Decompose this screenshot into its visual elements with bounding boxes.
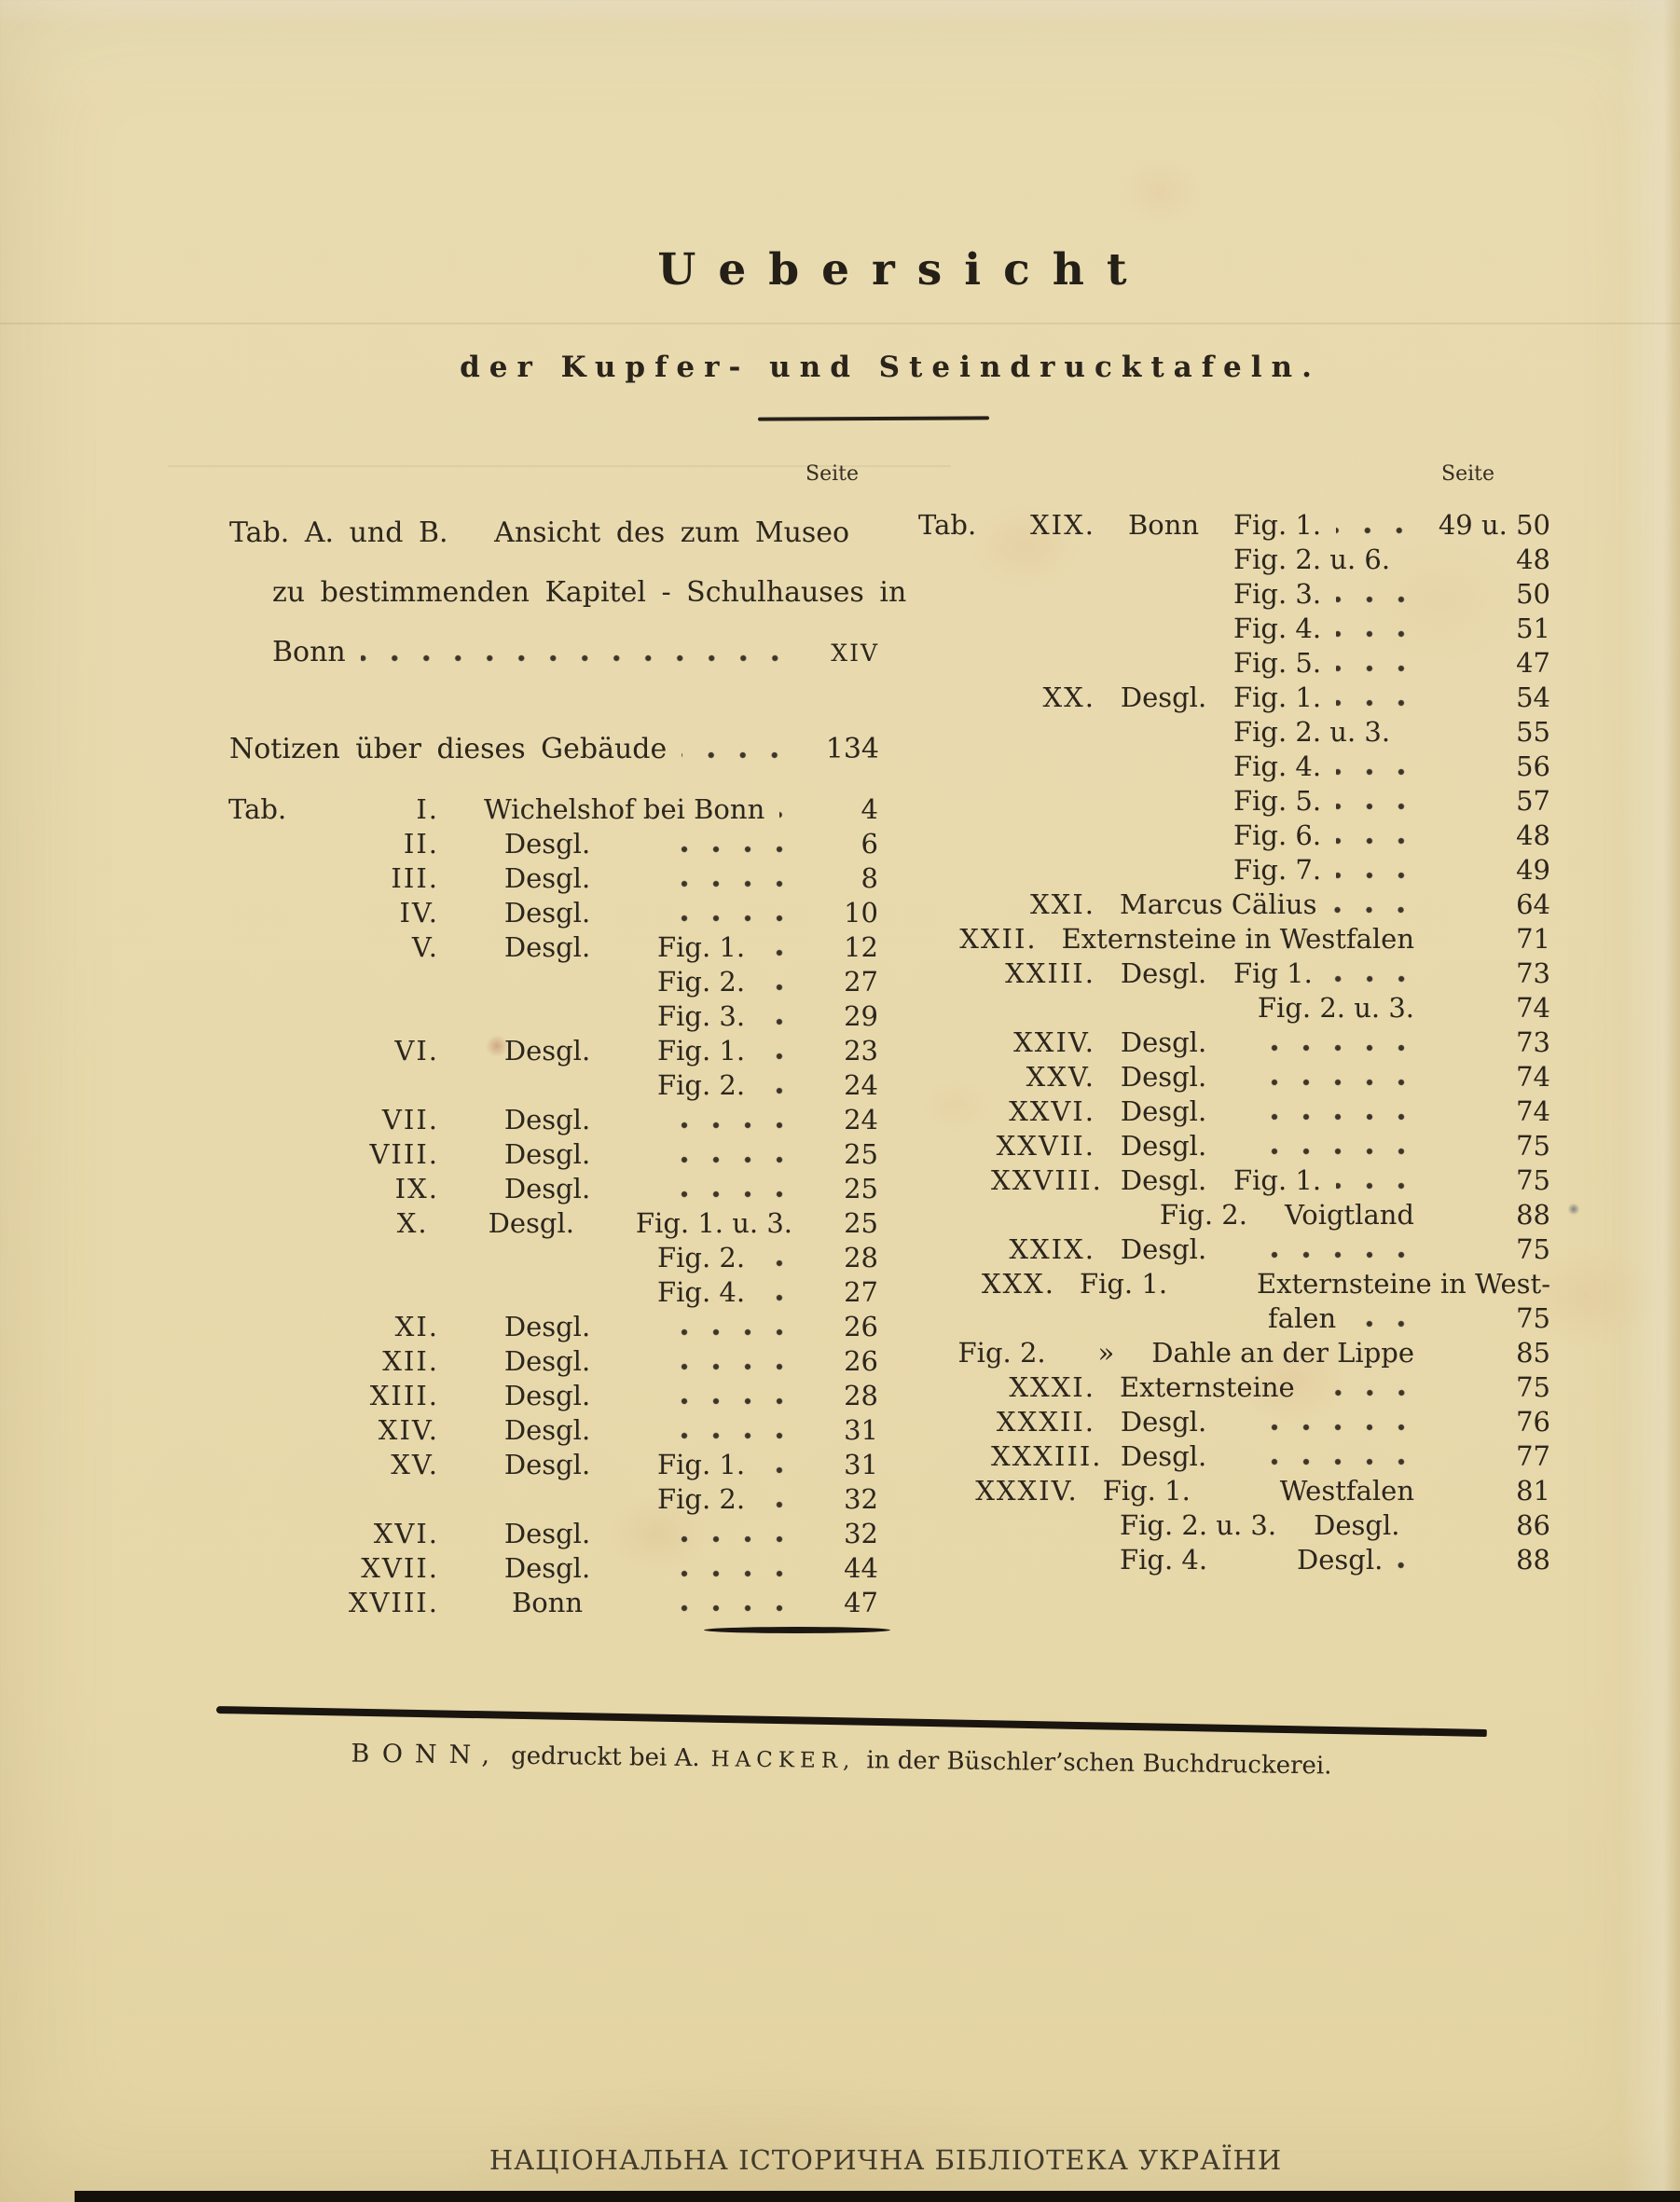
page-number: 31 — [844, 1414, 878, 1446]
plate-numeral: XVIII. — [348, 1587, 439, 1618]
dot-leader — [361, 653, 803, 664]
page-number: 6 — [861, 828, 878, 860]
page-number: 88 — [1516, 1199, 1550, 1231]
plate-row — [918, 508, 1550, 543]
plate-row — [228, 1068, 878, 1103]
plate-numeral: I. — [416, 793, 439, 825]
page-number: 134 — [825, 733, 879, 765]
page-number: 73 — [1516, 957, 1550, 989]
dot-leader — [1246, 1249, 1429, 1260]
dot-leader — [1336, 835, 1429, 846]
plate-numeral: XIV. — [378, 1414, 439, 1446]
dot-leader — [1414, 1525, 1429, 1536]
plate-numeral: XXVI. — [1009, 1095, 1095, 1127]
dot-leader — [1336, 594, 1429, 605]
plate-numeral: III. — [391, 862, 439, 894]
dot-leader — [670, 1361, 807, 1372]
page-number: 32 — [844, 1483, 878, 1515]
plate-row — [918, 1439, 1550, 1474]
figure-label: Fig. 6. — [1233, 819, 1322, 851]
plate-numeral: XI. — [394, 1311, 439, 1342]
dot-leader — [1336, 697, 1429, 709]
page-number: 77 — [1516, 1440, 1550, 1472]
figure-label: Fig. 4. — [657, 1276, 746, 1308]
plate-row — [228, 930, 878, 965]
page-number: 74 — [1516, 1061, 1550, 1093]
plate-numeral: IX. — [394, 1173, 439, 1204]
page-number: 24 — [844, 1069, 878, 1101]
plate-numeral: VIII. — [369, 1138, 439, 1170]
dot-leader — [1336, 525, 1427, 536]
page-number: 26 — [844, 1345, 878, 1377]
figure-label: Fig. 1. — [1079, 1268, 1168, 1300]
plate-row — [228, 1586, 878, 1620]
figure-label: Fig. 2. u. 3. — [1233, 716, 1391, 748]
plate-numeral: XXIII. — [1005, 957, 1095, 989]
dot-leader — [1328, 973, 1429, 984]
intro-block — [229, 503, 907, 779]
plate-row — [918, 1232, 1550, 1267]
plate-row — [918, 750, 1550, 784]
plate-numeral: XIII. — [369, 1380, 439, 1411]
dot-leader — [1246, 1077, 1429, 1088]
plate-row — [918, 1025, 1550, 1060]
page-number: 81 — [1516, 1475, 1550, 1507]
dot-leader — [670, 1327, 807, 1338]
page-number: 71 — [1516, 923, 1550, 955]
plate-numeral: XXVII. — [996, 1130, 1095, 1162]
page-number: 23 — [844, 1035, 878, 1067]
plate-numeral: XIX. — [1030, 509, 1095, 541]
plate-name: Desgl. — [1120, 1233, 1207, 1265]
dot-leader — [760, 1258, 807, 1269]
plate-row — [918, 646, 1550, 681]
plate-name: Desgl. — [503, 1104, 591, 1135]
dot-leader — [1246, 1422, 1429, 1433]
intro-line-4 — [229, 720, 879, 779]
figure-label: Fig. 1. — [657, 1035, 746, 1067]
plate-numeral: XXXII. — [996, 1406, 1095, 1438]
plate-name: Desgl. — [1120, 957, 1207, 989]
page-number: 28 — [844, 1242, 878, 1273]
figure-label: Fig. 3. — [1233, 578, 1322, 610]
page-number: 10 — [844, 897, 878, 929]
figure-label: Fig. 3. — [657, 1000, 746, 1032]
dot-leader — [670, 844, 807, 855]
plate-name: Desgl. — [503, 1311, 591, 1342]
page-number: 31 — [844, 1449, 878, 1480]
plate-name: Desgl. — [1120, 1061, 1207, 1093]
plate-numeral: XXVIII. — [991, 1164, 1103, 1196]
intro-text: Notizen über dieses Gebäude — [229, 733, 668, 765]
plate-numeral: X. — [396, 1207, 429, 1239]
plate-numeral: XII. — [382, 1345, 439, 1377]
page-number: 75 — [1516, 1233, 1550, 1265]
page-title: Uebersicht — [657, 244, 1150, 296]
plate-row — [918, 1163, 1550, 1198]
plate-numeral: XXX. — [981, 1268, 1055, 1300]
figure-label: Fig. 1. u. 3. — [635, 1207, 792, 1239]
plate-name: Externsteine — [1120, 1371, 1295, 1403]
plate-numeral: XXXIII. — [991, 1440, 1103, 1472]
figure-label: Fig. 2. — [657, 1242, 746, 1273]
plate-row — [918, 784, 1550, 819]
plate-row — [228, 1103, 878, 1137]
plate-numeral: XXI. — [1030, 888, 1095, 920]
dot-leader — [1310, 1387, 1429, 1398]
plate-row — [228, 965, 878, 999]
plate-name: Desgl. — [1314, 1509, 1400, 1541]
plate-numeral: XVI. — [373, 1518, 439, 1549]
plate-numeral: XXV. — [1026, 1061, 1095, 1093]
plate-name: Desgl. — [503, 1173, 591, 1204]
dot-leader — [670, 1120, 807, 1131]
dot-leader — [1398, 1560, 1429, 1571]
plate-name: Desgl. — [503, 1414, 591, 1446]
dot-leader — [670, 1396, 807, 1407]
plate-row — [918, 1370, 1550, 1405]
plate-numeral: IV. — [399, 897, 439, 929]
plate-numeral: XXXIV. — [975, 1475, 1079, 1507]
figure-label: Fig. 2. u. 6. — [1233, 544, 1391, 575]
plate-name: Desgl. — [1120, 1440, 1207, 1472]
figure-label: Fig. 1. — [1233, 681, 1322, 713]
page-number: 74 — [1516, 992, 1550, 1024]
figure-label: Fig. 1. — [1233, 509, 1322, 541]
plate-numeral: XXIX. — [1009, 1233, 1095, 1265]
intro-text: Bonn — [272, 636, 346, 668]
dot-leader — [760, 1465, 807, 1476]
dot-leader — [670, 1603, 807, 1614]
plate-row — [918, 1508, 1550, 1543]
dot-leader — [1336, 801, 1429, 812]
plate-row — [228, 1137, 878, 1172]
plate-row — [228, 1551, 878, 1586]
page-subtitle: der Kupfer- und Steindrucktafeln. — [460, 351, 1321, 384]
dot-leader — [682, 750, 803, 761]
figure-label: Fig. 4. — [1233, 612, 1322, 644]
plate-numeral: XVII. — [361, 1552, 439, 1584]
plate-row — [228, 896, 878, 930]
page-number: XIV — [831, 640, 879, 667]
plate-row — [228, 827, 878, 861]
page-number: 24 — [844, 1104, 878, 1135]
page-number: 54 — [1516, 681, 1550, 713]
intro-text: Tab. A. und B. Ansicht des zum Museo — [229, 516, 850, 549]
plate-row — [228, 1275, 878, 1310]
dot-leader — [1246, 1111, 1429, 1122]
imprint-line — [228, 1738, 1454, 1782]
page-number: 49 — [1516, 854, 1550, 886]
figure-label: Fig. 1. — [657, 931, 746, 963]
page-number: 75 — [1516, 1371, 1550, 1403]
page-number: 32 — [844, 1518, 878, 1549]
figure-label: Fig. 5. — [1233, 647, 1322, 679]
plate-name: Desgl. — [503, 1345, 591, 1377]
plate-row — [918, 1336, 1550, 1370]
plate-name: Desgl. — [1120, 1026, 1207, 1058]
plate-row — [918, 922, 1550, 956]
plate-list-left — [228, 792, 878, 1620]
plate-numeral: XX. — [1042, 681, 1095, 713]
plate-list-right — [918, 508, 1550, 1577]
library-watermark: НАЦІОНАЛЬНА ІСТОРИЧНА БІБЛІОТЕКА УКРАЇНИ — [489, 2144, 1283, 2176]
plate-row — [918, 853, 1550, 888]
plate-row — [918, 612, 1550, 646]
page-number: 55 — [1516, 716, 1550, 748]
plate-row — [228, 1172, 878, 1206]
plate-name: Desgl. — [1120, 1406, 1207, 1438]
plate-name-continuation: falen — [1268, 1302, 1337, 1334]
page-number: 26 — [844, 1311, 878, 1342]
plate-row — [918, 991, 1550, 1025]
plate-name: Marcus Cälius — [1120, 888, 1317, 920]
intro-text: zu bestimmenden Kapitel - Schulhauses in — [272, 576, 907, 609]
figure-label: Fig. 1. — [1102, 1475, 1191, 1507]
page-number: 12 — [844, 931, 878, 963]
page-number: 48 — [1516, 819, 1550, 851]
plate-name: Desgl. — [1120, 681, 1207, 713]
tab-label: Tab. — [918, 509, 977, 541]
dot-leader — [1336, 766, 1429, 778]
page-number: 27 — [844, 966, 878, 998]
figure-label: Fig. 2. — [657, 966, 746, 998]
plate-name: Desgl. — [1297, 1544, 1384, 1576]
plate-row — [228, 1448, 878, 1482]
plate-row — [918, 1405, 1550, 1439]
page-number: 51 — [1516, 612, 1550, 644]
dot-leader — [670, 1534, 807, 1545]
tab-label: Tab. — [228, 793, 287, 825]
plate-row — [228, 1517, 878, 1551]
figure-label: Fig. 2. — [657, 1069, 746, 1101]
page-number: 27 — [844, 1276, 878, 1308]
plate-row — [918, 1198, 1550, 1232]
page-number: 86 — [1516, 1509, 1550, 1541]
page-number: 64 — [1516, 888, 1550, 920]
dot-leader — [760, 1016, 807, 1027]
plate-row — [918, 715, 1550, 750]
dot-leader — [1351, 1318, 1429, 1329]
figure-label: Fig. 2. u. 3. — [1120, 1509, 1277, 1541]
dot-leader — [760, 1292, 807, 1303]
page-number: 56 — [1516, 750, 1550, 782]
dot-leader — [670, 1568, 807, 1579]
plate-name: Desgl. — [503, 1518, 591, 1549]
page-number: 73 — [1516, 1026, 1550, 1058]
plate-name: Desgl. — [1120, 1095, 1207, 1127]
plate-name: Bonn — [511, 1587, 584, 1618]
page-number: 28 — [844, 1380, 878, 1411]
plate-row — [228, 1344, 878, 1379]
figure-label: Fig. 2. — [957, 1337, 1046, 1369]
figure-label: Fig. 4. — [1233, 750, 1322, 782]
dot-leader — [670, 878, 807, 889]
plate-numeral: V. — [411, 931, 439, 963]
dot-leader — [670, 1430, 807, 1441]
plate-name: Desgl. — [503, 1449, 591, 1480]
dot-leader — [760, 947, 807, 958]
plate-name: Desgl. — [503, 897, 591, 929]
dot-leader — [1246, 1146, 1429, 1157]
plate-name: Bonn — [1127, 509, 1200, 541]
section-end-rule — [704, 1627, 890, 1633]
plate-row — [918, 1094, 1550, 1129]
imprint-printer: HACKER, — [710, 1747, 856, 1774]
page-number: 74 — [1516, 1095, 1550, 1127]
plate-name: Westfalen — [1279, 1475, 1414, 1507]
figure-label: Fig. 4. — [1120, 1544, 1208, 1576]
page-number: 8 — [861, 862, 878, 894]
dot-leader — [1336, 870, 1429, 881]
imprint-rule — [216, 1706, 1487, 1737]
imprint-place: in der Büschler’schen Buchdruckerei. — [866, 1746, 1332, 1781]
plate-row — [228, 1206, 878, 1241]
page-number: 75 — [1516, 1302, 1550, 1334]
figure-label: Fig. 2. — [1159, 1199, 1247, 1231]
dot-leader — [670, 1189, 807, 1200]
figure-label: Fig. 2. u. 3. — [1257, 992, 1414, 1024]
plate-row — [228, 1310, 878, 1344]
plate-name: Dahle an der Lippe — [1151, 1337, 1414, 1369]
plate-row — [918, 1301, 1550, 1336]
page-number: 88 — [1516, 1544, 1550, 1576]
dot-leader — [1246, 1042, 1429, 1053]
plate-row — [228, 861, 878, 896]
plate-name: Voigtland — [1284, 1199, 1414, 1231]
plate-name: Desgl. — [1120, 1130, 1207, 1162]
plate-name: Externsteine in West- — [1256, 1268, 1550, 1300]
plate-name: Externsteine in Westfalen — [1061, 923, 1414, 955]
figure-label: Fig. 2. — [657, 1483, 746, 1515]
dot-leader — [1336, 1180, 1429, 1191]
page-number: 50 — [1516, 578, 1550, 610]
page-number: 25 — [844, 1207, 878, 1239]
plate-numeral: VI. — [394, 1035, 439, 1067]
dot-leader — [1246, 1456, 1429, 1467]
page-number: 48 — [1516, 544, 1550, 575]
page-number: 25 — [844, 1138, 878, 1170]
plate-row — [918, 1267, 1550, 1301]
intro-line-3 — [229, 623, 879, 682]
plate-row — [228, 792, 878, 827]
dot-leader — [670, 1154, 807, 1165]
dot-leader — [1336, 628, 1429, 640]
page-number: 47 — [844, 1587, 878, 1618]
plate-numeral: XXIV. — [1013, 1026, 1095, 1058]
plate-row — [228, 1241, 878, 1275]
plate-row — [918, 1129, 1550, 1163]
scan-bottom-edge — [75, 2191, 1680, 2202]
page-number: 57 — [1516, 785, 1550, 817]
plate-name: Wichelshof bei Bonn — [484, 793, 765, 825]
plate-row — [228, 1034, 878, 1068]
plate-numeral: XXXI. — [1009, 1371, 1095, 1403]
plate-name: Desgl. — [503, 862, 591, 894]
plate-name: Desgl. — [503, 1035, 591, 1067]
dot-leader — [1405, 559, 1429, 571]
plate-row — [918, 888, 1550, 922]
dot-leader — [760, 1051, 807, 1062]
imprint-city: BONN, — [351, 1739, 503, 1770]
page-number: 75 — [1516, 1164, 1550, 1196]
page-number: 85 — [1516, 1337, 1550, 1369]
page-number: 4 — [861, 793, 878, 825]
seite-label-left: Seite — [806, 462, 859, 486]
page-number: 76 — [1516, 1406, 1550, 1438]
plate-name: Desgl. — [488, 1207, 574, 1239]
plate-name: Desgl. — [503, 931, 591, 963]
plate-numeral: VII. — [381, 1104, 439, 1135]
page-number: 44 — [844, 1552, 878, 1584]
dot-leader — [670, 913, 807, 924]
figure-label: Fig. 1. — [657, 1449, 746, 1480]
seite-label-right: Seite — [1441, 462, 1494, 486]
dot-leader — [1331, 904, 1429, 915]
imprint-printed-by: gedruckt bei A. — [510, 1741, 700, 1773]
figure-label: Fig. 7. — [1233, 854, 1322, 886]
plate-row — [228, 1413, 878, 1448]
page-number: 47 — [1516, 647, 1550, 679]
page-number: 49 u. 50 — [1438, 509, 1550, 541]
figure-label: Fig. 5. — [1233, 785, 1322, 817]
plate-name: Desgl. — [503, 1138, 591, 1170]
dot-leader — [760, 1499, 807, 1510]
plate-row — [918, 819, 1550, 853]
paper-crease-line — [0, 323, 1680, 324]
page-number: 75 — [1516, 1130, 1550, 1162]
title-rule — [758, 416, 989, 420]
plate-row — [228, 999, 878, 1034]
page-number: 29 — [844, 1000, 878, 1032]
plate-row — [228, 1379, 878, 1413]
intro-line-2 — [229, 563, 907, 623]
plate-numeral: XXII. — [959, 923, 1038, 955]
figure-label: Fig. 1. — [1233, 1164, 1322, 1196]
dot-leader — [760, 982, 807, 993]
dot-leader — [779, 809, 807, 820]
plate-name: Desgl. — [503, 828, 591, 860]
plate-row — [918, 1474, 1550, 1508]
page-number: 25 — [844, 1173, 878, 1204]
plate-name: Desgl. — [1120, 1164, 1207, 1196]
plate-name: Desgl. — [503, 1552, 591, 1584]
plate-row — [918, 1543, 1550, 1577]
plate-row — [918, 1060, 1550, 1094]
plate-row — [228, 1482, 878, 1517]
plate-row — [918, 543, 1550, 577]
dot-leader — [1405, 732, 1429, 743]
dot-leader — [1336, 663, 1429, 674]
intro-line-1 — [229, 503, 879, 563]
plate-row — [918, 681, 1550, 715]
plate-row — [918, 956, 1550, 991]
plate-numeral: II. — [403, 828, 439, 860]
dot-leader — [760, 1085, 807, 1096]
figure-label: Fig 1. — [1233, 957, 1313, 989]
plate-name: Desgl. — [503, 1380, 591, 1411]
plate-numeral: XV. — [391, 1449, 439, 1480]
ditto-mark: » — [1097, 1337, 1115, 1369]
plate-row — [918, 577, 1550, 612]
